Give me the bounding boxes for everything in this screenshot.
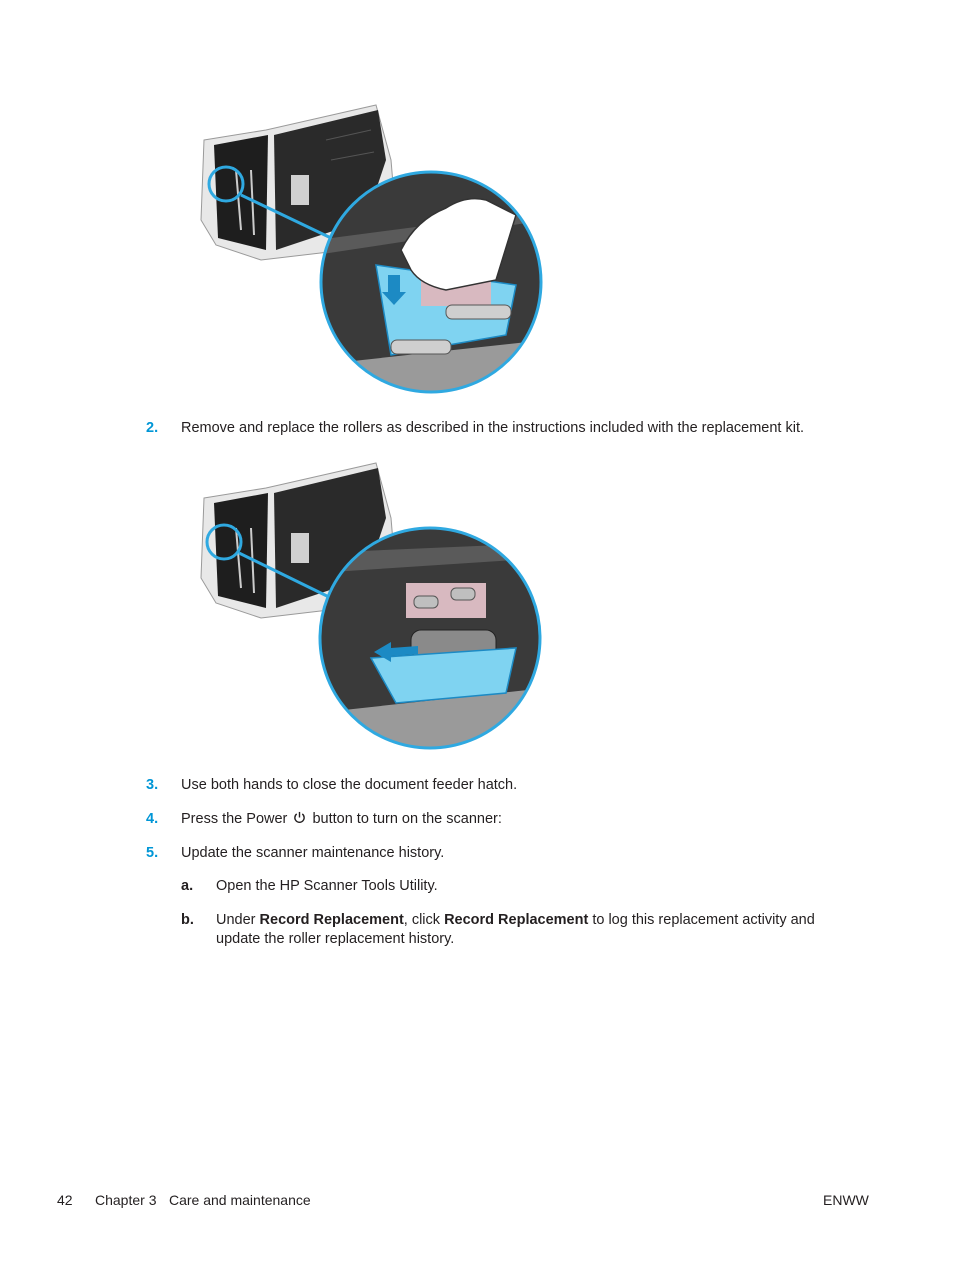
substep-text: Under Record Replacement, click Record Replacement to log this replacement activity and update the roller replacement history.	[216, 912, 815, 947]
step-number: 3.	[146, 777, 159, 793]
step-text	[181, 810, 502, 829]
footer-page-number: 42	[57, 1192, 73, 1208]
step-number: 5.	[146, 845, 159, 861]
step-text: Remove and replace the rollers as described in the instructions included with the replacement kit.	[181, 420, 805, 436]
step-text-before: Press the Power	[181, 811, 288, 827]
power-icon	[293, 811, 306, 824]
footer-chapter-title: Care and maintenance	[169, 1192, 311, 1208]
step-number: 4.	[146, 811, 159, 827]
substep-text: Open the HP Scanner Tools Utility.	[216, 878, 438, 894]
step-number: 2.	[146, 420, 159, 436]
footer-locale: ENWW	[823, 1192, 869, 1208]
record-replacement-term: Record Replacement	[259, 912, 404, 928]
substep-label: a.	[181, 878, 194, 894]
illustration-replace-rollers	[196, 458, 546, 752]
illustration-open-feeder-press-roller-cover	[196, 100, 546, 395]
step-text: Use both hands to close the document feeder hatch.	[181, 777, 518, 793]
substep-label: b.	[181, 912, 194, 928]
step-text-after: button to turn on the scanner:	[312, 811, 502, 827]
step-text: Update the scanner maintenance history.	[181, 845, 445, 861]
footer-chapter: Chapter 3	[95, 1192, 157, 1208]
record-replacement-button-ref: Record Replacement	[444, 912, 589, 928]
